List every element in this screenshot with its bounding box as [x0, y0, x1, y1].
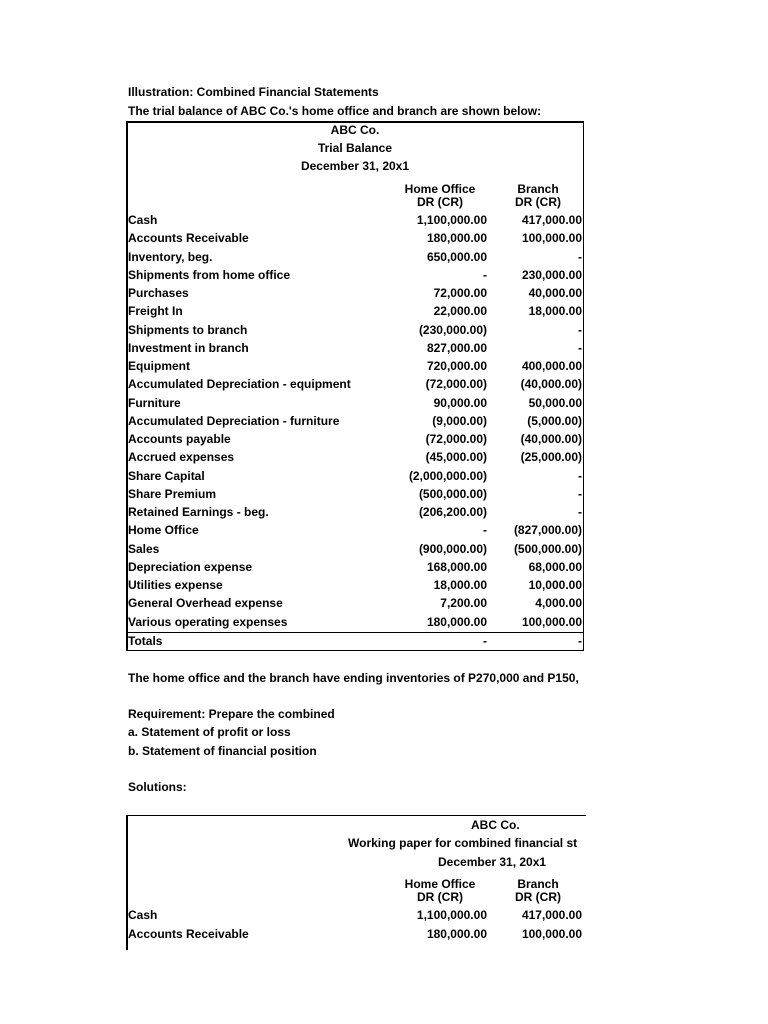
row-label: Accounts Receivable: [128, 231, 249, 246]
row-label: Accumulated Depreciation - furniture: [128, 413, 340, 428]
table-row: [128, 286, 584, 304]
branch-amount: (40,000.00): [520, 432, 582, 446]
solutions-heading: Solutions:: [128, 780, 187, 794]
branch-amount: -: [578, 249, 582, 264]
home-office-amount: 180,000.00: [426, 231, 487, 246]
row-label: Depreciation expense: [128, 559, 253, 574]
branch-amount: 100,000.00: [521, 614, 582, 629]
table-row: [128, 578, 584, 596]
home-office-amount: -: [483, 523, 487, 538]
row-label: Inventory, beg.: [128, 249, 213, 264]
home-office-amount: (45,000.00): [425, 450, 487, 465]
row-label: Various operating expenses: [128, 614, 288, 629]
branch-amount: (25,000.00): [520, 450, 582, 465]
illustration-title: Illustration: Combined Financial Statements: [128, 85, 379, 99]
branch-amount: (40,000.00): [520, 377, 582, 392]
branch-amount: (500,000.00): [513, 541, 582, 556]
branch-amount: 417,000.00: [521, 908, 582, 922]
table-row: [128, 250, 584, 268]
branch-amount: (5,000.00): [527, 413, 582, 428]
branch-amount: -: [578, 340, 582, 355]
home-office-amount: (230,000.00): [418, 322, 487, 337]
row-label: Shipments from home office: [128, 267, 291, 282]
table-row: [128, 908, 584, 926]
table-row: [128, 323, 584, 341]
wp-title: Working paper for combined financial st: [348, 836, 578, 850]
branch-amount: 230,000.00: [521, 267, 582, 282]
branch-amount: -: [578, 322, 582, 337]
branch-amount: -: [578, 486, 582, 501]
row-label: Accounts payable: [128, 432, 231, 446]
branch-amount: -: [578, 468, 582, 483]
table-row: [128, 268, 584, 286]
table-row: [128, 450, 584, 468]
row-label: Utilities expense: [128, 578, 223, 592]
branch-amount: 400,000.00: [521, 359, 582, 373]
row-label: Cash: [128, 213, 158, 227]
row-label: Cash: [128, 908, 158, 922]
row-label: Equipment: [128, 359, 190, 373]
home-office-amount: (206,200.00): [418, 505, 487, 519]
tb-company: ABC Co.: [330, 123, 380, 137]
home-office-amount: 180,000.00: [426, 926, 487, 941]
branch-amount: 18,000.00: [528, 304, 582, 319]
table-row: [128, 469, 584, 487]
row-label: Accumulated Depreciation - equipment: [128, 377, 351, 392]
wp-company: ABC Co.: [471, 818, 520, 832]
branch-amount: 100,000.00: [521, 231, 582, 246]
home-office-amount: 72,000.00: [433, 286, 487, 300]
table-row: [128, 927, 584, 945]
table-row: [128, 560, 584, 578]
tb-col-branch: Branch DR (CR): [515, 182, 561, 209]
illustration-subtitle: The trial balance of ABC Co.'s home office and branch are shown below:: [128, 104, 542, 118]
row-label: Shipments to branch: [128, 322, 248, 337]
branch-amount: 50,000.00: [528, 395, 582, 410]
row-label: Furniture: [128, 395, 181, 410]
home-office-amount: 1,100,000.00: [416, 908, 487, 922]
table-row: [128, 523, 584, 541]
home-office-amount: (900,000.00): [418, 541, 487, 556]
row-label: Retained Earnings - beg.: [128, 505, 269, 519]
row-label: Sales: [128, 541, 160, 556]
home-office-amount: 168,000.00: [426, 559, 487, 574]
row-label: Accounts Receivable: [128, 926, 249, 941]
home-office-amount: (9,000.00): [432, 413, 487, 428]
home-office-amount: 720,000.00: [426, 359, 487, 373]
branch-amount: (827,000.00): [513, 523, 582, 538]
home-office-amount: -: [483, 267, 487, 282]
requirement-text: Requirement: Prepare the combined: [128, 707, 335, 721]
table-row: [128, 596, 584, 614]
home-office-amount: (72,000.00): [425, 377, 487, 392]
table-row: [128, 359, 584, 377]
table-row: [128, 542, 584, 560]
table-row: [128, 377, 584, 395]
row-label: General Overhead expense: [128, 596, 283, 611]
branch-amount: 40,000.00: [528, 286, 582, 300]
home-office-amount: 650,000.00: [426, 249, 487, 264]
table-row: [128, 396, 584, 414]
home-office-amount: 18,000.00: [433, 578, 487, 592]
table-row: [128, 213, 584, 231]
tb-col-home-office: Home Office DR (CR): [404, 182, 476, 209]
home-office-amount: (2,000,000.00): [408, 468, 487, 483]
table-row: [128, 487, 584, 505]
home-office-amount: 90,000.00: [433, 395, 487, 410]
home-office-amount: 7,200.00: [440, 596, 487, 611]
home-office-amount: (72,000.00): [425, 432, 487, 446]
branch-amount: -: [578, 505, 582, 519]
home-office-amount: 180,000.00: [426, 614, 487, 629]
branch-amount: 68,000.00: [528, 559, 582, 574]
row-label: Share Capital: [128, 468, 205, 483]
branch-amount: 417,000.00: [521, 213, 582, 227]
home-office-amount: 22,000.00: [433, 304, 487, 319]
table-row: [128, 432, 584, 450]
totals-divider: [126, 632, 584, 633]
tb-date: December 31, 20x1: [300, 159, 410, 173]
wp-col-branch: Branch DR (CR): [515, 877, 561, 904]
tb-totals-row: Totals - -: [128, 634, 582, 648]
row-label: Share Premium: [128, 486, 217, 501]
table-row: [128, 414, 584, 432]
row-label: Investment in branch: [128, 340, 249, 355]
wp-date: December 31, 20x1: [438, 855, 547, 869]
branch-amount: 10,000.00: [528, 578, 582, 592]
requirement-a: a. Statement of profit or loss: [128, 725, 291, 739]
branch-amount: 100,000.00: [521, 926, 582, 941]
table-row: [128, 304, 584, 322]
home-office-amount: 827,000.00: [426, 340, 487, 355]
tb-report-title: Trial Balance: [317, 141, 393, 155]
branch-amount: 4,000.00: [535, 596, 582, 611]
home-office-amount: 1,100,000.00: [416, 213, 487, 227]
home-office-amount: (500,000.00): [418, 486, 487, 501]
requirement-b: b. Statement of financial position: [128, 744, 317, 758]
table-row: [128, 615, 584, 633]
table-row: [128, 505, 584, 523]
row-label: Accrued expenses: [128, 450, 235, 465]
row-label: Freight In: [128, 304, 183, 319]
row-label: Home Office: [128, 523, 199, 538]
table-row: [128, 231, 584, 249]
table-row: [128, 341, 584, 359]
row-label: Purchases: [128, 286, 189, 300]
wp-col-home-office: Home Office DR (CR): [404, 877, 476, 904]
inventories-note: The home office and the branch have ending inventories of P270,000 and P150,: [128, 671, 579, 685]
